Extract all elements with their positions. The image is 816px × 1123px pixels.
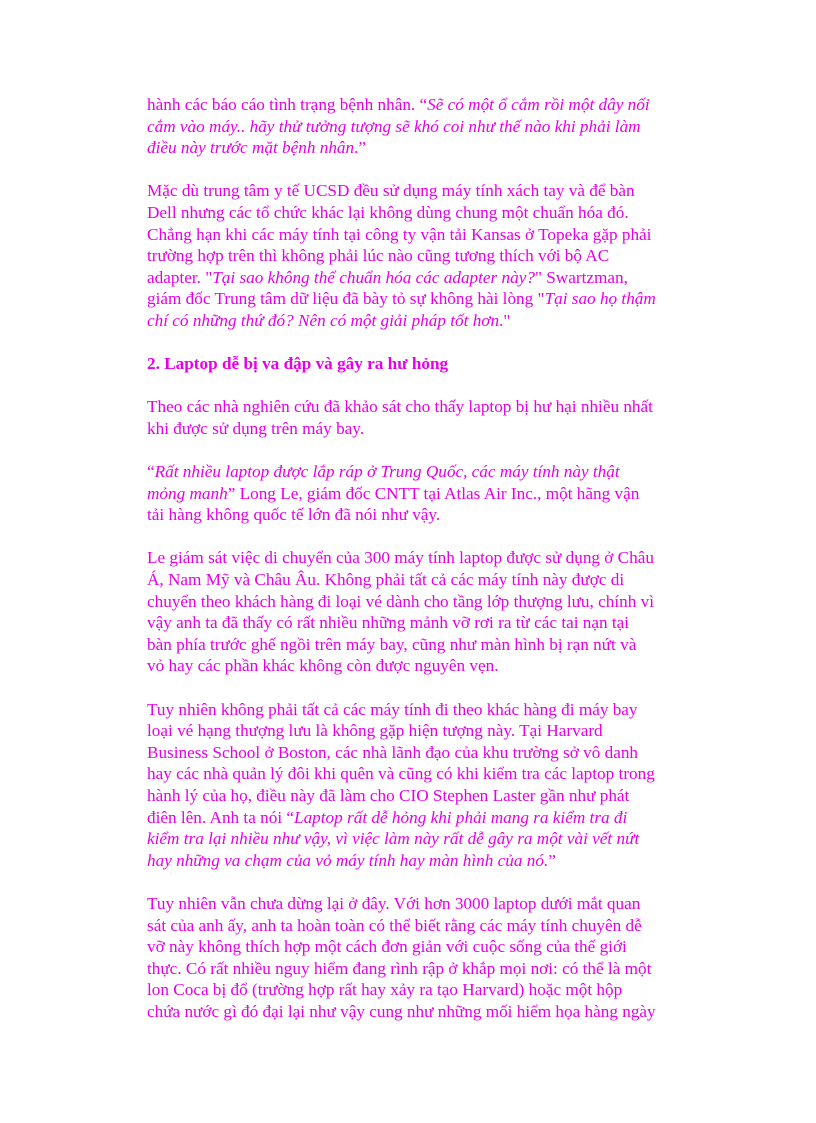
text-run: sát của anh ấy, anh ta hoàn toàn có thể biết rằng các máy tính chuyên dễ (147, 915, 642, 935)
text-line (147, 418, 677, 440)
italic-quote-text: hay những va chạm của vỏ máy tính hay màn hình của nó. (147, 850, 549, 870)
body-paragraph (147, 699, 677, 872)
text-line (147, 936, 677, 958)
text-run: .” (354, 138, 367, 158)
text-run: ” Long Le, giám đốc CNTT tại Atlas Air Inc., một hãng vận (227, 483, 640, 503)
text-line (147, 1001, 677, 1023)
text-run: Tuy nhiên không phải tất cả các máy tính đi theo khác hàng đi máy bay (147, 699, 638, 719)
text-line (147, 699, 677, 721)
text-run: Le giám sát việc di chuyển của 300 máy tính laptop được sử dụng ở Châu (147, 548, 654, 568)
text-line (147, 288, 677, 310)
italic-quote-text: Tại sao không thể chuẩn hóa các adapter này? (212, 267, 535, 287)
text-line (147, 634, 677, 656)
document-page (147, 94, 677, 1044)
text-run: điên lên. Anh ta nói “ (147, 807, 295, 827)
text-line (147, 979, 677, 1001)
italic-quote-text: điều này trước mặt bệnh nhân (147, 138, 355, 158)
text-line (147, 958, 677, 980)
section-heading (147, 353, 677, 375)
text-run: hành các báo cáo tình trạng bệnh nhân. “ (147, 95, 428, 114)
text-line (147, 353, 677, 375)
text-run: Á, Nam Mỹ và Châu Âu. Không phải tất cả các máy tính này được di (147, 570, 625, 590)
text-run: Tuy nhiên vẫn chưa dừng lại ở đây. Với hơn 3000 laptop dưới mắt quan (147, 893, 641, 913)
text-run: tải hàng không quốc tế lớn đã nói như vậy. (147, 505, 441, 525)
text-run: Business School ở Boston, các nhà lãnh đạo của khu trường sở vô danh (147, 742, 639, 762)
body-paragraph (147, 180, 677, 331)
text-run: Chẳng hạn khi các máy tính tại công ty vận tải Kansas ở Topeka gặp phải (147, 224, 652, 244)
text-run: chuyển theo khách hàng đi loại vé dành cho tầng lớp thượng lưu, chính vì (147, 591, 654, 611)
text-run: lon Coca bị đổ (trường hợp rất hay xảy ra tạo Harvard) hoặc một hộp (147, 980, 623, 1000)
text-line (147, 94, 677, 116)
italic-quote-text: mỏng manh (147, 483, 228, 503)
italic-quote-text: Sẽ có một ổ cắm rồi một dây nối (427, 95, 650, 114)
text-run: vỡ này không thích hợp một cách đơn giản với cuộc sống của thế giới (147, 937, 627, 957)
text-line (147, 828, 677, 850)
text-run: 2. Laptop dễ bị va đập và gây ra hư hỏng (147, 354, 449, 374)
text-line (147, 137, 677, 159)
text-line (147, 569, 677, 591)
text-line (147, 547, 677, 569)
italic-quote-text: kiểm tra lại nhiều như vậy, vì việc làm này rất dễ gây ra một vài vết nứt (147, 829, 640, 849)
text-run: " Swartzman, (534, 267, 628, 287)
text-line (147, 893, 677, 915)
text-run: trường hợp trên thì không phải lúc nào cũng tương thích với bộ AC (147, 246, 610, 266)
text-line (147, 180, 677, 202)
text-run: vậy anh ta đã thấy có rất nhiều những mảnh vỡ rơi ra từ các tai nạn tại (147, 613, 630, 633)
text-run: Dell nhưng các tổ chức khác lại không dùng chung một chuẩn hóa đó. (147, 202, 629, 222)
text-run: Theo các nhà nghiên cứu đã khảo sát cho thấy laptop bị hư hại nhiều nhất (147, 397, 653, 417)
text-line (147, 483, 677, 505)
italic-quote-text: Tại sao họ thậm (544, 289, 656, 309)
text-run: hành lý của họ, điều này đã làm cho CIO Stephen Laster gần như phát (147, 786, 630, 805)
text-run: adapter. " (147, 267, 213, 287)
italic-quote-text: chí có những thứ đó? Nên có một giải pháp tốt hơn (147, 310, 500, 330)
text-line (147, 224, 677, 246)
text-line (147, 461, 677, 483)
text-line (147, 915, 677, 937)
text-run: Mặc dù trung tâm y tế UCSD đều sử dụng máy tính xách tay và để bàn (147, 181, 635, 201)
text-line (147, 396, 677, 418)
text-line (147, 720, 677, 742)
text-line (147, 310, 677, 332)
text-run: “ (147, 462, 155, 482)
text-line (147, 742, 677, 764)
text-run: thực. Có rất nhiều nguy hiểm đang rình rập ở khắp mọi nơi: có thể là một (147, 958, 652, 978)
text-line (147, 245, 677, 267)
text-line (147, 612, 677, 634)
text-line (147, 202, 677, 224)
italic-quote-text: Laptop rất dễ hỏng khi phải mang ra kiểm tra đi (294, 807, 628, 827)
text-line (147, 850, 677, 872)
body-paragraph (147, 893, 677, 1023)
text-line (147, 763, 677, 785)
body-paragraph (147, 547, 677, 677)
text-run: ." (499, 310, 511, 330)
body-paragraph (147, 461, 677, 526)
text-line (147, 116, 677, 138)
text-run: chứa nước gì đó đại lại như vậy cung như những mối hiểm họa hàng ngày (147, 1001, 656, 1021)
text-line (147, 504, 677, 526)
text-run: vỏ hay các phần khác không còn được nguyên vẹn. (147, 656, 499, 676)
body-paragraph (147, 396, 677, 439)
text-line (147, 807, 677, 829)
text-run: hay các nhà quản lý đôi khi quên và cũng có khi kiểm tra các laptop trong (147, 764, 655, 784)
italic-quote-text: Rất nhiều laptop được lắp ráp ở Trung Quốc, các máy tính này thật (154, 462, 620, 482)
italic-quote-text: cắm vào máy.. hãy thử tưởng tượng sẽ khó coi như thế nào khi phải làm (147, 116, 641, 136)
text-run: giám đốc Trung tâm dữ liệu đã bày tỏ sự không hài lòng " (147, 289, 545, 309)
text-line (147, 655, 677, 677)
text-line (147, 785, 677, 807)
body-paragraph (147, 94, 677, 159)
text-run: loại vé hạng thượng lưu là không gặp hiện tượng này. Tại Harvard (147, 721, 603, 741)
text-run: ” (548, 850, 556, 870)
text-run: khi được sử dụng trên máy bay. (147, 418, 365, 438)
text-run: bàn phía trước ghế ngồi trên máy bay, cũng như màn hình bị rạn nứt và (147, 634, 637, 654)
text-line (147, 591, 677, 613)
text-line (147, 267, 677, 289)
